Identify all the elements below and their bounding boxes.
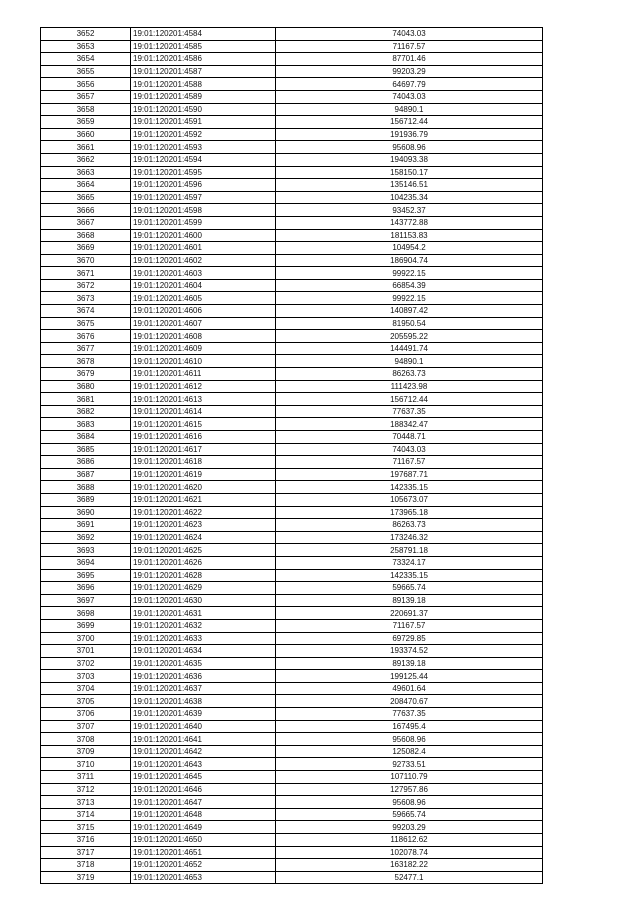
cadastral-number-cell: 19:01:120201:4629 [131, 582, 276, 595]
row-number-cell: 3657 [41, 90, 131, 103]
table-row [41, 745, 543, 758]
row-number-cell: 3719 [41, 871, 131, 884]
row-number-cell: 3653 [41, 40, 131, 53]
cadastral-number-cell: 19:01:120201:4643 [131, 758, 276, 771]
row-number-cell: 3670 [41, 254, 131, 267]
cadastral-number-cell: 19:01:120201:4648 [131, 808, 276, 821]
row-number-cell: 3707 [41, 720, 131, 733]
row-number-cell: 3686 [41, 456, 131, 469]
amount-cell: 142335.15 [276, 569, 543, 582]
cadastral-number-cell: 19:01:120201:4630 [131, 594, 276, 607]
cadastral-number-cell: 19:01:120201:4601 [131, 242, 276, 255]
amount-cell: 156712.44 [276, 393, 543, 406]
cadastral-number-cell: 19:01:120201:4586 [131, 53, 276, 66]
amount-cell: 186904.74 [276, 254, 543, 267]
cadastral-number-cell: 19:01:120201:4620 [131, 481, 276, 494]
row-number-cell: 3698 [41, 607, 131, 620]
row-number-cell: 3674 [41, 305, 131, 318]
cadastral-number-cell: 19:01:120201:4597 [131, 191, 276, 204]
cadastral-number-cell: 19:01:120201:4605 [131, 292, 276, 305]
row-number-cell: 3684 [41, 431, 131, 444]
row-number-cell: 3659 [41, 116, 131, 129]
cadastral-number-cell: 19:01:120201:4595 [131, 166, 276, 179]
table-row [41, 380, 543, 393]
table-row [41, 657, 543, 670]
cadastral-number-cell: 19:01:120201:4638 [131, 695, 276, 708]
table-row [41, 292, 543, 305]
cadastral-number-cell: 19:01:120201:4650 [131, 834, 276, 847]
cadastral-number-cell: 19:01:120201:4652 [131, 859, 276, 872]
amount-cell: 86263.73 [276, 368, 543, 381]
table-row [41, 506, 543, 519]
cadastral-number-cell: 19:01:120201:4618 [131, 456, 276, 469]
cadastral-number-cell: 19:01:120201:4599 [131, 216, 276, 229]
amount-cell: 64697.79 [276, 78, 543, 91]
row-number-cell: 3710 [41, 758, 131, 771]
row-number-cell: 3701 [41, 645, 131, 658]
row-number-cell: 3652 [41, 28, 131, 41]
table-row [41, 103, 543, 116]
row-number-cell: 3669 [41, 242, 131, 255]
row-number-cell: 3685 [41, 443, 131, 456]
row-number-cell: 3694 [41, 556, 131, 569]
table-row [41, 116, 543, 129]
cadastral-number-cell: 19:01:120201:4619 [131, 468, 276, 481]
amount-cell: 143772.88 [276, 216, 543, 229]
table-row [41, 796, 543, 809]
cadastral-number-cell: 19:01:120201:4647 [131, 796, 276, 809]
table-row [41, 204, 543, 217]
cadastral-number-cell: 19:01:120201:4649 [131, 821, 276, 834]
amount-cell: 71167.57 [276, 619, 543, 632]
row-number-cell: 3655 [41, 65, 131, 78]
table-row [41, 405, 543, 418]
amount-cell: 99922.15 [276, 267, 543, 280]
amount-cell: 181153.83 [276, 229, 543, 242]
cadastral-number-cell: 19:01:120201:4613 [131, 393, 276, 406]
table-row [41, 859, 543, 872]
cadastral-number-cell: 19:01:120201:4651 [131, 846, 276, 859]
table-row [41, 582, 543, 595]
amount-cell: 104235.34 [276, 191, 543, 204]
table-row [41, 607, 543, 620]
table-row [41, 28, 543, 41]
row-number-cell: 3675 [41, 317, 131, 330]
cadastral-number-cell: 19:01:120201:4628 [131, 569, 276, 582]
cadastral-number-cell: 19:01:120201:4585 [131, 40, 276, 53]
table-row [41, 619, 543, 632]
cadastral-number-cell: 19:01:120201:4606 [131, 305, 276, 318]
table-row [41, 254, 543, 267]
row-number-cell: 3690 [41, 506, 131, 519]
row-number-cell: 3700 [41, 632, 131, 645]
amount-cell: 188342.47 [276, 418, 543, 431]
amount-cell: 69729.85 [276, 632, 543, 645]
table-row [41, 481, 543, 494]
cadastral-number-cell: 19:01:120201:4603 [131, 267, 276, 280]
amount-cell: 89139.18 [276, 594, 543, 607]
cadastral-number-cell: 19:01:120201:4636 [131, 670, 276, 683]
row-number-cell: 3661 [41, 141, 131, 154]
table-row [41, 443, 543, 456]
table-row [41, 128, 543, 141]
amount-cell: 140897.42 [276, 305, 543, 318]
amount-cell: 92733.51 [276, 758, 543, 771]
row-number-cell: 3673 [41, 292, 131, 305]
row-number-cell: 3666 [41, 204, 131, 217]
amount-cell: 111423.98 [276, 380, 543, 393]
amount-cell: 93452.37 [276, 204, 543, 217]
cadastral-number-cell: 19:01:120201:4610 [131, 355, 276, 368]
table-row [41, 493, 543, 506]
table-row [41, 846, 543, 859]
row-number-cell: 3656 [41, 78, 131, 91]
amount-cell: 74043.03 [276, 443, 543, 456]
row-number-cell: 3703 [41, 670, 131, 683]
table-row [41, 871, 543, 884]
amount-cell: 194093.38 [276, 153, 543, 166]
table-row [41, 821, 543, 834]
row-number-cell: 3677 [41, 342, 131, 355]
table-row [41, 720, 543, 733]
amount-cell: 66854.39 [276, 279, 543, 292]
amount-cell: 167495.4 [276, 720, 543, 733]
amount-cell: 94890.1 [276, 103, 543, 116]
table-row [41, 141, 543, 154]
row-number-cell: 3667 [41, 216, 131, 229]
table-row [41, 242, 543, 255]
cadastral-number-cell: 19:01:120201:4653 [131, 871, 276, 884]
amount-cell: 199125.44 [276, 670, 543, 683]
cadastral-number-cell: 19:01:120201:4612 [131, 380, 276, 393]
cadastral-number-cell: 19:01:120201:4634 [131, 645, 276, 658]
cadastral-number-cell: 19:01:120201:4646 [131, 783, 276, 796]
amount-cell: 77637.35 [276, 708, 543, 721]
row-number-cell: 3692 [41, 531, 131, 544]
cadastral-number-cell: 19:01:120201:4602 [131, 254, 276, 267]
row-number-cell: 3704 [41, 682, 131, 695]
cadastral-number-cell: 19:01:120201:4641 [131, 733, 276, 746]
amount-cell: 71167.57 [276, 456, 543, 469]
row-number-cell: 3658 [41, 103, 131, 116]
amount-cell: 59665.74 [276, 808, 543, 821]
cadastral-number-cell: 19:01:120201:4640 [131, 720, 276, 733]
table-row [41, 556, 543, 569]
table-row [41, 229, 543, 242]
cadastral-number-cell: 19:01:120201:4615 [131, 418, 276, 431]
row-number-cell: 3699 [41, 619, 131, 632]
amount-cell: 49601.64 [276, 682, 543, 695]
table-row [41, 191, 543, 204]
table-row [41, 368, 543, 381]
row-number-cell: 3717 [41, 846, 131, 859]
amount-cell: 197687.71 [276, 468, 543, 481]
cadastral-number-cell: 19:01:120201:4591 [131, 116, 276, 129]
cadastral-number-cell: 19:01:120201:4592 [131, 128, 276, 141]
document-page [40, 27, 543, 884]
table-row [41, 431, 543, 444]
row-number-cell: 3664 [41, 179, 131, 192]
cadastral-number-cell: 19:01:120201:4631 [131, 607, 276, 620]
row-number-cell: 3696 [41, 582, 131, 595]
row-number-cell: 3705 [41, 695, 131, 708]
row-number-cell: 3693 [41, 544, 131, 557]
cadastral-number-cell: 19:01:120201:4617 [131, 443, 276, 456]
cadastral-number-cell: 19:01:120201:4589 [131, 90, 276, 103]
cadastral-number-cell: 19:01:120201:4598 [131, 204, 276, 217]
row-number-cell: 3718 [41, 859, 131, 872]
cadastral-number-cell: 19:01:120201:4626 [131, 556, 276, 569]
table-row [41, 695, 543, 708]
amount-cell: 220691.37 [276, 607, 543, 620]
cadastral-number-cell: 19:01:120201:4642 [131, 745, 276, 758]
table-row [41, 40, 543, 53]
amount-cell: 205595.22 [276, 330, 543, 343]
cadastral-number-cell: 19:01:120201:4604 [131, 279, 276, 292]
cadastral-number-cell: 19:01:120201:4645 [131, 771, 276, 784]
row-number-cell: 3665 [41, 191, 131, 204]
cadastral-number-cell: 19:01:120201:4593 [131, 141, 276, 154]
row-number-cell: 3697 [41, 594, 131, 607]
row-number-cell: 3676 [41, 330, 131, 343]
cadastral-number-cell: 19:01:120201:4625 [131, 544, 276, 557]
row-number-cell: 3708 [41, 733, 131, 746]
amount-cell: 158150.17 [276, 166, 543, 179]
table-row [41, 834, 543, 847]
amount-cell: 95608.96 [276, 796, 543, 809]
row-number-cell: 3713 [41, 796, 131, 809]
data-table [40, 27, 543, 884]
table-row [41, 519, 543, 532]
row-number-cell: 3662 [41, 153, 131, 166]
amount-cell: 99922.15 [276, 292, 543, 305]
cadastral-number-cell: 19:01:120201:4633 [131, 632, 276, 645]
table-row [41, 166, 543, 179]
amount-cell: 156712.44 [276, 116, 543, 129]
cadastral-number-cell: 19:01:120201:4600 [131, 229, 276, 242]
table-body [41, 28, 543, 884]
amount-cell: 104954.2 [276, 242, 543, 255]
row-number-cell: 3680 [41, 380, 131, 393]
table-row [41, 682, 543, 695]
table-row [41, 594, 543, 607]
cadastral-number-cell: 19:01:120201:4616 [131, 431, 276, 444]
table-row [41, 330, 543, 343]
table-row [41, 783, 543, 796]
table-row [41, 90, 543, 103]
cadastral-number-cell: 19:01:120201:4624 [131, 531, 276, 544]
row-number-cell: 3712 [41, 783, 131, 796]
table-row [41, 531, 543, 544]
amount-cell: 99203.29 [276, 65, 543, 78]
table-row [41, 733, 543, 746]
table-row [41, 179, 543, 192]
row-number-cell: 3682 [41, 405, 131, 418]
table-row [41, 632, 543, 645]
table-row [41, 317, 543, 330]
row-number-cell: 3678 [41, 355, 131, 368]
amount-cell: 193374.52 [276, 645, 543, 658]
amount-cell: 59665.74 [276, 582, 543, 595]
table-row [41, 267, 543, 280]
amount-cell: 118612.62 [276, 834, 543, 847]
cadastral-number-cell: 19:01:120201:4596 [131, 179, 276, 192]
row-number-cell: 3714 [41, 808, 131, 821]
row-number-cell: 3702 [41, 657, 131, 670]
table-row [41, 78, 543, 91]
table-row [41, 53, 543, 66]
table-row [41, 468, 543, 481]
amount-cell: 99203.29 [276, 821, 543, 834]
cadastral-number-cell: 19:01:120201:4637 [131, 682, 276, 695]
amount-cell: 107110.79 [276, 771, 543, 784]
row-number-cell: 3715 [41, 821, 131, 834]
cadastral-number-cell: 19:01:120201:4594 [131, 153, 276, 166]
row-number-cell: 3711 [41, 771, 131, 784]
amount-cell: 125082.4 [276, 745, 543, 758]
amount-cell: 94890.1 [276, 355, 543, 368]
row-number-cell: 3706 [41, 708, 131, 721]
amount-cell: 74043.03 [276, 90, 543, 103]
row-number-cell: 3663 [41, 166, 131, 179]
table-row [41, 305, 543, 318]
row-number-cell: 3687 [41, 468, 131, 481]
cadastral-number-cell: 19:01:120201:4609 [131, 342, 276, 355]
amount-cell: 89139.18 [276, 657, 543, 670]
cadastral-number-cell: 19:01:120201:4639 [131, 708, 276, 721]
amount-cell: 73324.17 [276, 556, 543, 569]
amount-cell: 86263.73 [276, 519, 543, 532]
amount-cell: 173246.32 [276, 531, 543, 544]
amount-cell: 77637.35 [276, 405, 543, 418]
table-row [41, 279, 543, 292]
row-number-cell: 3681 [41, 393, 131, 406]
row-number-cell: 3691 [41, 519, 131, 532]
amount-cell: 74043.03 [276, 28, 543, 41]
amount-cell: 258791.18 [276, 544, 543, 557]
cadastral-number-cell: 19:01:120201:4608 [131, 330, 276, 343]
row-number-cell: 3668 [41, 229, 131, 242]
row-number-cell: 3660 [41, 128, 131, 141]
table-row [41, 355, 543, 368]
cadastral-number-cell: 19:01:120201:4607 [131, 317, 276, 330]
table-row [41, 544, 543, 557]
amount-cell: 71167.57 [276, 40, 543, 53]
table-row [41, 65, 543, 78]
row-number-cell: 3672 [41, 279, 131, 292]
cadastral-number-cell: 19:01:120201:4632 [131, 619, 276, 632]
cadastral-number-cell: 19:01:120201:4584 [131, 28, 276, 41]
amount-cell: 135146.51 [276, 179, 543, 192]
cadastral-number-cell: 19:01:120201:4614 [131, 405, 276, 418]
table-row [41, 393, 543, 406]
table-row [41, 670, 543, 683]
cadastral-number-cell: 19:01:120201:4590 [131, 103, 276, 116]
amount-cell: 95608.96 [276, 141, 543, 154]
amount-cell: 208470.67 [276, 695, 543, 708]
table-row [41, 418, 543, 431]
table-row [41, 456, 543, 469]
row-number-cell: 3688 [41, 481, 131, 494]
cadastral-number-cell: 19:01:120201:4588 [131, 78, 276, 91]
row-number-cell: 3709 [41, 745, 131, 758]
table-row [41, 771, 543, 784]
amount-cell: 87701.46 [276, 53, 543, 66]
amount-cell: 163182.22 [276, 859, 543, 872]
cadastral-number-cell: 19:01:120201:4621 [131, 493, 276, 506]
row-number-cell: 3671 [41, 267, 131, 280]
amount-cell: 81950.54 [276, 317, 543, 330]
table-row [41, 569, 543, 582]
row-number-cell: 3683 [41, 418, 131, 431]
table-row [41, 758, 543, 771]
row-number-cell: 3695 [41, 569, 131, 582]
table-row [41, 708, 543, 721]
table-row [41, 153, 543, 166]
row-number-cell: 3654 [41, 53, 131, 66]
table-row [41, 216, 543, 229]
row-number-cell: 3716 [41, 834, 131, 847]
table-row [41, 645, 543, 658]
amount-cell: 52477.1 [276, 871, 543, 884]
row-number-cell: 3689 [41, 493, 131, 506]
amount-cell: 173965.18 [276, 506, 543, 519]
amount-cell: 142335.15 [276, 481, 543, 494]
amount-cell: 70448.71 [276, 431, 543, 444]
cadastral-number-cell: 19:01:120201:4623 [131, 519, 276, 532]
amount-cell: 102078.74 [276, 846, 543, 859]
amount-cell: 95608.96 [276, 733, 543, 746]
cadastral-number-cell: 19:01:120201:4635 [131, 657, 276, 670]
amount-cell: 144491.74 [276, 342, 543, 355]
row-number-cell: 3679 [41, 368, 131, 381]
cadastral-number-cell: 19:01:120201:4611 [131, 368, 276, 381]
amount-cell: 105673.07 [276, 493, 543, 506]
amount-cell: 127957.86 [276, 783, 543, 796]
amount-cell: 191936.79 [276, 128, 543, 141]
table-row [41, 808, 543, 821]
table-row [41, 342, 543, 355]
cadastral-number-cell: 19:01:120201:4622 [131, 506, 276, 519]
cadastral-number-cell: 19:01:120201:4587 [131, 65, 276, 78]
